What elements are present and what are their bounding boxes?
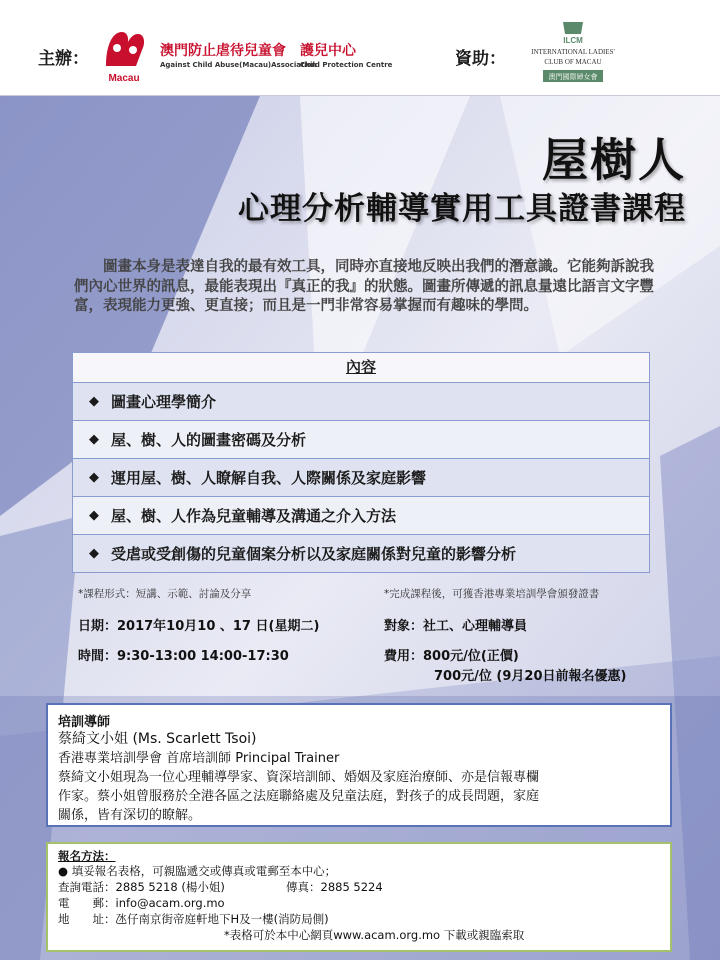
content-item-text: 圖畫心理學簡介 <box>111 393 217 411</box>
header-bar <box>0 0 720 96</box>
course-title: 屋樹人 <box>542 133 686 187</box>
acam-logo-text: Macau <box>108 73 140 84</box>
svg-text:澳門國際婦女會: 澳門國際婦女會 <box>548 73 598 81</box>
content-table <box>72 352 650 573</box>
content-item <box>73 459 649 497</box>
target-audience: 對象：社工、心理輔導員 <box>384 619 528 634</box>
email-address[interactable]: 電 郵：info@acam.org.mo <box>58 896 225 910</box>
content-item <box>73 383 649 421</box>
fee-regular: 費用：800元/位(正價) <box>384 649 519 664</box>
course-time: 時間：9:30-13:00 14:00-17:30 <box>78 649 289 664</box>
acam-logo-icon <box>100 26 148 84</box>
content-item-text: 屋、樹、人作為兒童輔導及溝通之介入方法 <box>111 507 397 525</box>
svg-text:CLUB OF MACAU: CLUB OF MACAU <box>544 58 602 66</box>
content-item <box>73 421 649 459</box>
diamond-bullet-icon: ◆ <box>89 432 99 447</box>
content-item-text: 運用屋、樹、人瞭解自我、人際關係及家庭影響 <box>111 469 427 487</box>
registration-heading: 報名方法： <box>58 849 116 863</box>
diamond-bullet-icon: ◆ <box>89 394 99 409</box>
trainer-bio-line: 作家。蔡小姐曾服務於全港各區之法庭聯絡處及兒童法庭，對孩子的成長問題，家庭 <box>58 789 540 804</box>
course-date: 日期：2017年10月10 、17 日(星期二) <box>78 619 320 634</box>
organizer-centre-zh: 護兒中心 <box>300 43 356 59</box>
content-item-text: 受虐或受創傷的兒童個案分析以及家庭關係對兒童的影響分析 <box>111 545 517 563</box>
intro-paragraph: 圖畫本身是表達自我的最有效工具，同時亦直接地反映出我們的潛意識。它能夠訴說我們內心世界的訊息，最能表現出『真正的我』的狀態。圖畫所傳遞的訊息量遠比語言文字豐富，表現能力更強、更直接；而且是一門非常容易掌握而有趣味的學問。 <box>74 259 654 314</box>
trainer-title: 香港專業培訓學會 首席培訓師 Principal Trainer <box>58 751 340 766</box>
fax-number: 傳真：2885 5224 <box>286 880 383 894</box>
trainer-name: 蔡綺文小姐 (Ms. Scarlett Tsoi) <box>58 731 257 747</box>
registration-method: ● 填妥報名表格，可親臨遞交或傳真或電郵至本中心； <box>58 864 337 878</box>
content-item <box>73 497 649 535</box>
organizer-name-en: Against Child Abuse(Macau)Association <box>160 61 317 69</box>
svg-text:ILCM: ILCM <box>563 36 583 45</box>
diamond-bullet-icon: ◆ <box>89 508 99 523</box>
organizer-name-zh: 澳門防止虐待兒童會 <box>160 43 286 59</box>
content-heading: 內容 <box>73 353 649 383</box>
diamond-bullet-icon: ◆ <box>89 470 99 485</box>
trainer-bio-line: 關係，皆有深切的瞭解。 <box>58 808 202 823</box>
certificate-note: *完成課程後，可獲香港專業培訓學會頒發證書 <box>384 588 600 600</box>
course-format-note: *課程形式：短講、示範、討論及分享 <box>78 588 252 600</box>
organizer-label: 主辦： <box>38 49 89 69</box>
diamond-bullet-icon: ◆ <box>89 546 99 561</box>
trainer-box <box>46 703 672 827</box>
sponsor-label: 資助： <box>455 49 506 69</box>
organizer-centre-en: Child Protection Centre <box>300 61 393 69</box>
course-subtitle: 心理分析輔導實用工具證書課程 <box>238 191 686 227</box>
enquiry-phone: 查詢電話：2885 5218 (楊小姐) <box>58 880 225 894</box>
svg-text:INTERNATIONAL LADIES': INTERNATIONAL LADIES' <box>531 48 615 56</box>
download-footnote: *表格可於本中心網頁www.acam.org.mo 下載或親臨索取 <box>224 928 525 942</box>
ilcm-logo-icon <box>518 20 628 88</box>
street-address: 地 址：氹仔南京街帝庭軒地下H及一樓(消防局側) <box>58 912 329 926</box>
trainer-heading: 培訓導師 <box>58 715 111 730</box>
fee-early-bird: 700元/位 (9月20日前報名優惠) <box>434 669 627 684</box>
content-item-text: 屋、樹、人的圖畫密碼及分析 <box>111 431 307 449</box>
registration-box <box>46 842 672 952</box>
trainer-bio-line: 蔡綺文小姐現為一位心理輔導學家、資深培訓師、婚姻及家庭治療師、亦是信報專欄 <box>58 770 540 785</box>
content-item <box>73 535 649 572</box>
